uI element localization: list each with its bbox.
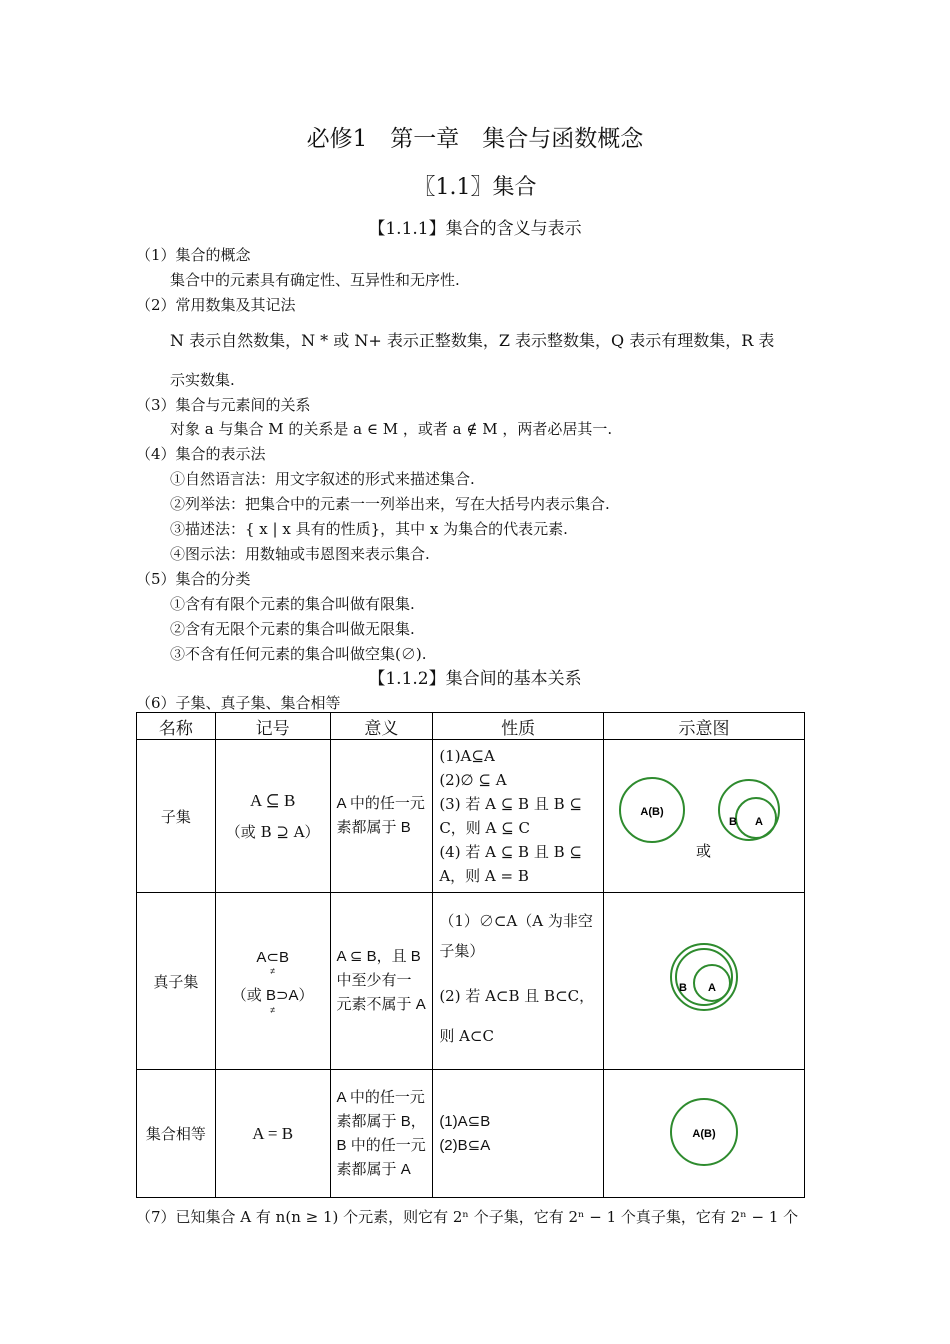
item-5-b: ②含有无限个元素的集合叫做无限集. [170,620,415,638]
proper-venn-diagram [604,893,804,1065]
row-proper-meaning: A ⊆ B，且 B 中至少有一元素不属于 A [330,893,433,1070]
item-2-body-2: 示实数集. [170,371,235,389]
subset-or-label: 或 [696,842,712,860]
item-2-heading: （2）常用数集及其记法 [136,296,296,314]
proper-label-b: B [679,982,687,994]
row-proper-name: 真子集 [137,893,216,1070]
equal-label-ab: A(B) [692,1128,716,1140]
equal-prop-2: (2)B⊆A [439,1136,491,1154]
row-subset-diagram [604,740,805,893]
item-7: （7）已知集合 A 有 n(n ≥ 1) 个元素，则它有 2ⁿ 个子集，它有 2ⁿ − 1 个真子集，它有 2ⁿ − 1 个 [136,1208,799,1226]
proper-neq-2: ≠ [270,1004,276,1015]
item-5-a: ①含有有限个元素的集合叫做有限集. [170,595,415,613]
section-title: 〖1.1〗集合 [413,175,537,200]
page-title: 必修1 第一章 集合与函数概念 [306,126,644,152]
row-equal-symbol: A = B [215,1070,330,1198]
proper-neq-1: ≠ [270,965,276,976]
item-2-body-1: N 表示自然数集，N * 或 N+ 表示正整数集，Z 表示整数集，Q 表示有理数集，R 表 [170,331,775,350]
set-relations-table [136,712,805,1198]
header-diagram: 示意图 [604,713,805,740]
table-header-row [137,713,805,740]
item-5-heading: （5）集合的分类 [136,570,251,588]
header-properties: 性质 [433,713,604,740]
row-subset-meaning: A 中的任一元素都属于 B [330,740,433,893]
subsection-title-1: 【1.1.1】集合的含义与表示 [368,219,582,239]
subset-prop-1: (1)A⊆A [439,747,495,765]
table-row [137,1070,805,1198]
row-equal-diagram [604,1070,805,1198]
item-4-b: ②列举法：把集合中的元素一一列举出来，写在大括号内表示集合. [170,495,610,513]
item-5-c: ③不含有任何元素的集合叫做空集(∅). [170,645,427,663]
header-meaning: 意义 [330,713,433,740]
row-subset-properties [433,740,604,893]
equal-venn-diagram [604,1070,804,1193]
proper-symbol-alt: （或 B⊃A） [231,986,314,1004]
row-subset-name: 子集 [137,740,216,893]
table-row [137,740,805,893]
subset-prop-2: (2)∅ ⊆ A [439,771,507,789]
proper-prop-2: (2) 若 A⊂B 且 B⊂C，则 A⊂C [439,987,595,1045]
item-3-heading: （3）集合与元素间的关系 [136,396,311,414]
item-3-body: 对象 a 与集合 M 的关系是 a ∈ M ，或者 a ∉ M ，两者必居其一. [170,420,613,438]
item-6-heading: （6）子集、真子集、集合相等 [136,694,341,712]
item-4-a: ①自然语言法：用文字叙述的形式来描述集合. [170,470,475,488]
row-equal-name: 集合相等 [137,1070,216,1198]
subset-label-ab: A(B) [640,806,664,818]
subset-symbol-main: A ⊆ B [249,790,296,810]
subset-venn-diagram [604,740,804,888]
proper-label-a: A [708,982,716,994]
row-subset-symbol [215,740,330,893]
proper-symbol-main: A⊂B [256,948,289,966]
row-proper-symbol [215,893,330,1070]
subset-label-b: B [729,816,737,828]
row-equal-meaning: A 中的任一元素都属于 B，B 中的任一元素都属于 A [330,1070,433,1198]
header-name: 名称 [137,713,216,740]
item-4-c: ③描述法：{ x | x 具有的性质}，其中 x 为集合的代表元素. [170,520,568,538]
item-4-heading: （4）集合的表示法 [136,445,266,463]
item-1-heading: （1）集合的概念 [136,246,251,264]
subsection-title-2: 【1.1.2】集合间的基本关系 [368,669,582,689]
table-row [137,893,805,1070]
row-proper-diagram [604,893,805,1070]
row-proper-properties [433,893,604,1070]
subset-prop-3: (3) 若 A ⊆ B 且 B ⊆ C，则 A ⊆ C [439,795,582,837]
subset-symbol-alt: （或 B ⊇ A） [225,822,320,841]
item-1-body: 集合中的元素具有确定性、互异性和无序性. [170,271,460,289]
subset-prop-4: (4) 若 A ⊆ B 且 B ⊆ A，则 A = B [439,843,582,885]
row-equal-properties [433,1070,604,1198]
subset-label-a: A [755,816,763,828]
header-symbol: 记号 [215,713,330,740]
item-4-d: ④图示法：用数轴或韦恩图来表示集合. [170,545,430,563]
equal-prop-1: (1)A⊆B [439,1112,491,1130]
proper-prop-1: （1）∅⊂A（A 为非空子集） [439,912,593,960]
